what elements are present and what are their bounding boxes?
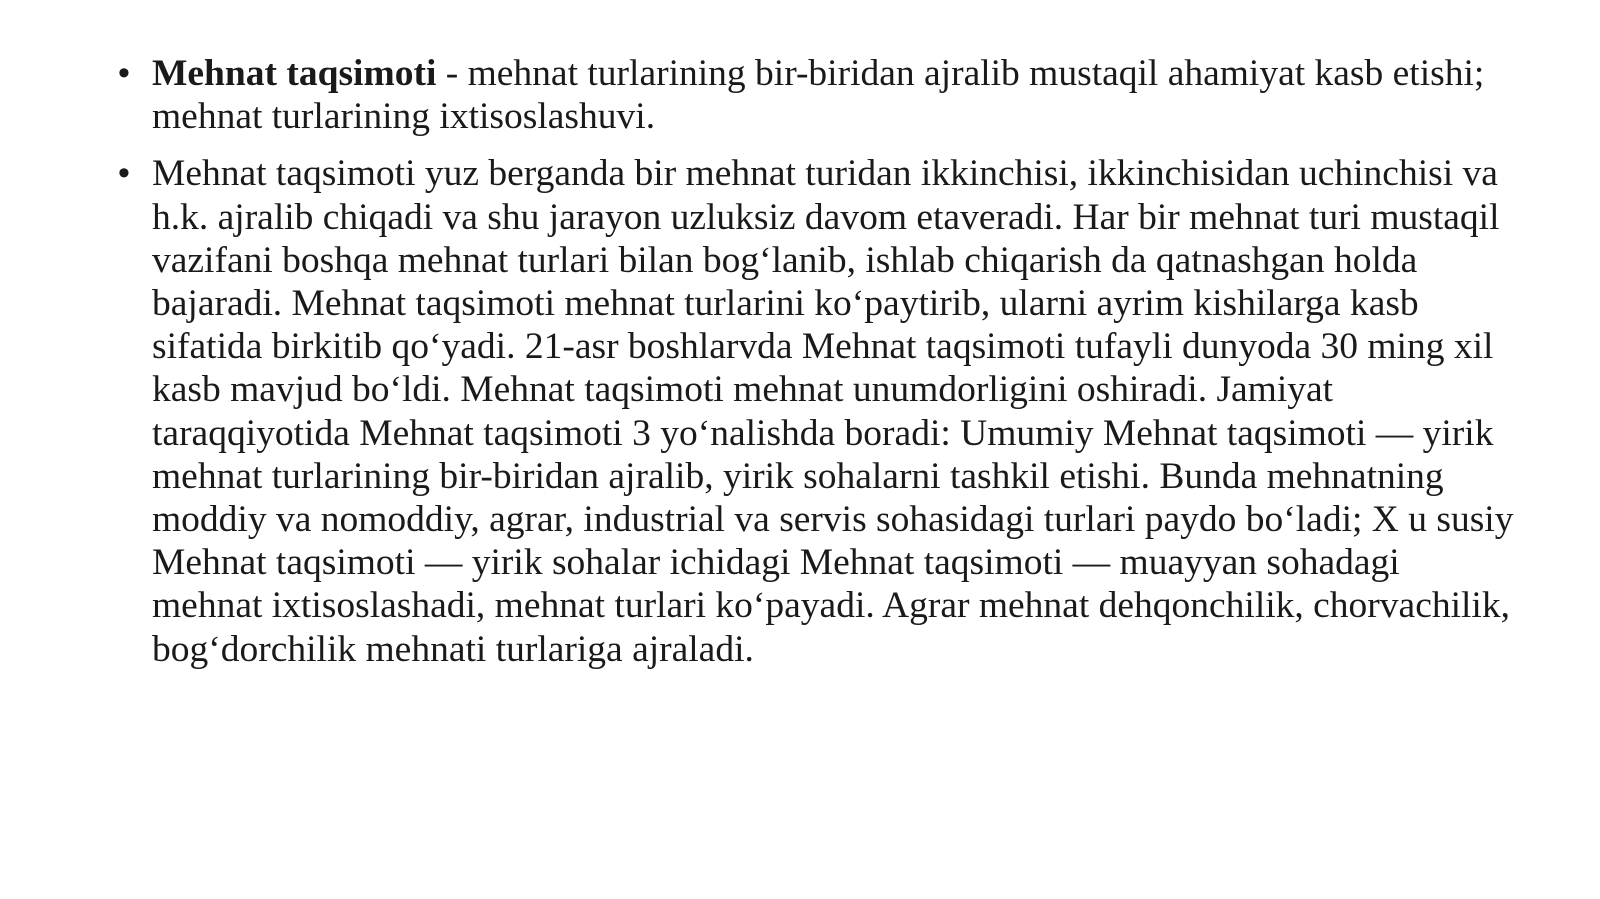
bullet-icon: • bbox=[118, 54, 130, 92]
bullet-text: Mehnat taqsimoti yuz berganda bir mehnat turidan ikkinchisi, ikkinchisidan uchinchisi va h.k. ajralib chiqadi va shu jarayon uzluksiz davom etaveradi. Har bir mehnat turi mustaqil vazifani boshqa mehnat turlari bilan bog‘lanib, ishlab chiqarish da qatnashgan holda bajaradi. Mehnat taqsimoti mehnat turlarini ko‘paytirib, ularni ayrim kishilarga kasb sifatida birkitib qo‘yadi. 21-asr boshlarvda Mehnat taqsimoti tufayli dunyoda 30 ming xil kasb mavjud bo‘ldi. Mehnat taqsimoti mehnat unumdorligini oshiradi. Jamiyat taraqqiyotida Mehnat taqsimoti 3 yo‘nalishda boradi: Umumiy Mehnat taqsimoti — yirik mehnat turlarining bir-biridan ajralib, yirik sohalarni tashkil etishi. Bunda mehnatning moddiy va nomoddiy, agrar, industrial va servis sohasidagi turlari paydo bo‘ladi; X u susiy Mehnat taqsimoti — yirik sohalar ichidagi Mehnat taqsimoti — muayyan sohadagi mehnat ixtisoslashadi, mehnat turlari ko‘payadi. Agrar mehnat dehqonchilik, chorvachilik, bog‘dorchilik mehnati turlariga ajraladi. bbox=[152, 153, 1514, 670]
bullet-list bbox=[118, 52, 1518, 685]
bullet-icon: • bbox=[118, 154, 130, 193]
bullet-item-definition bbox=[118, 52, 1518, 138]
bullet-term: Mehnat taqsimoti bbox=[152, 53, 437, 94]
bullet-item-description bbox=[118, 152, 1518, 670]
bullet-text: - mehnat turlarining bir-biridan ajralib mustaqil ahamiyat kasb etishi; mehnat turlarining ixtisoslashuvi. bbox=[152, 53, 1485, 138]
